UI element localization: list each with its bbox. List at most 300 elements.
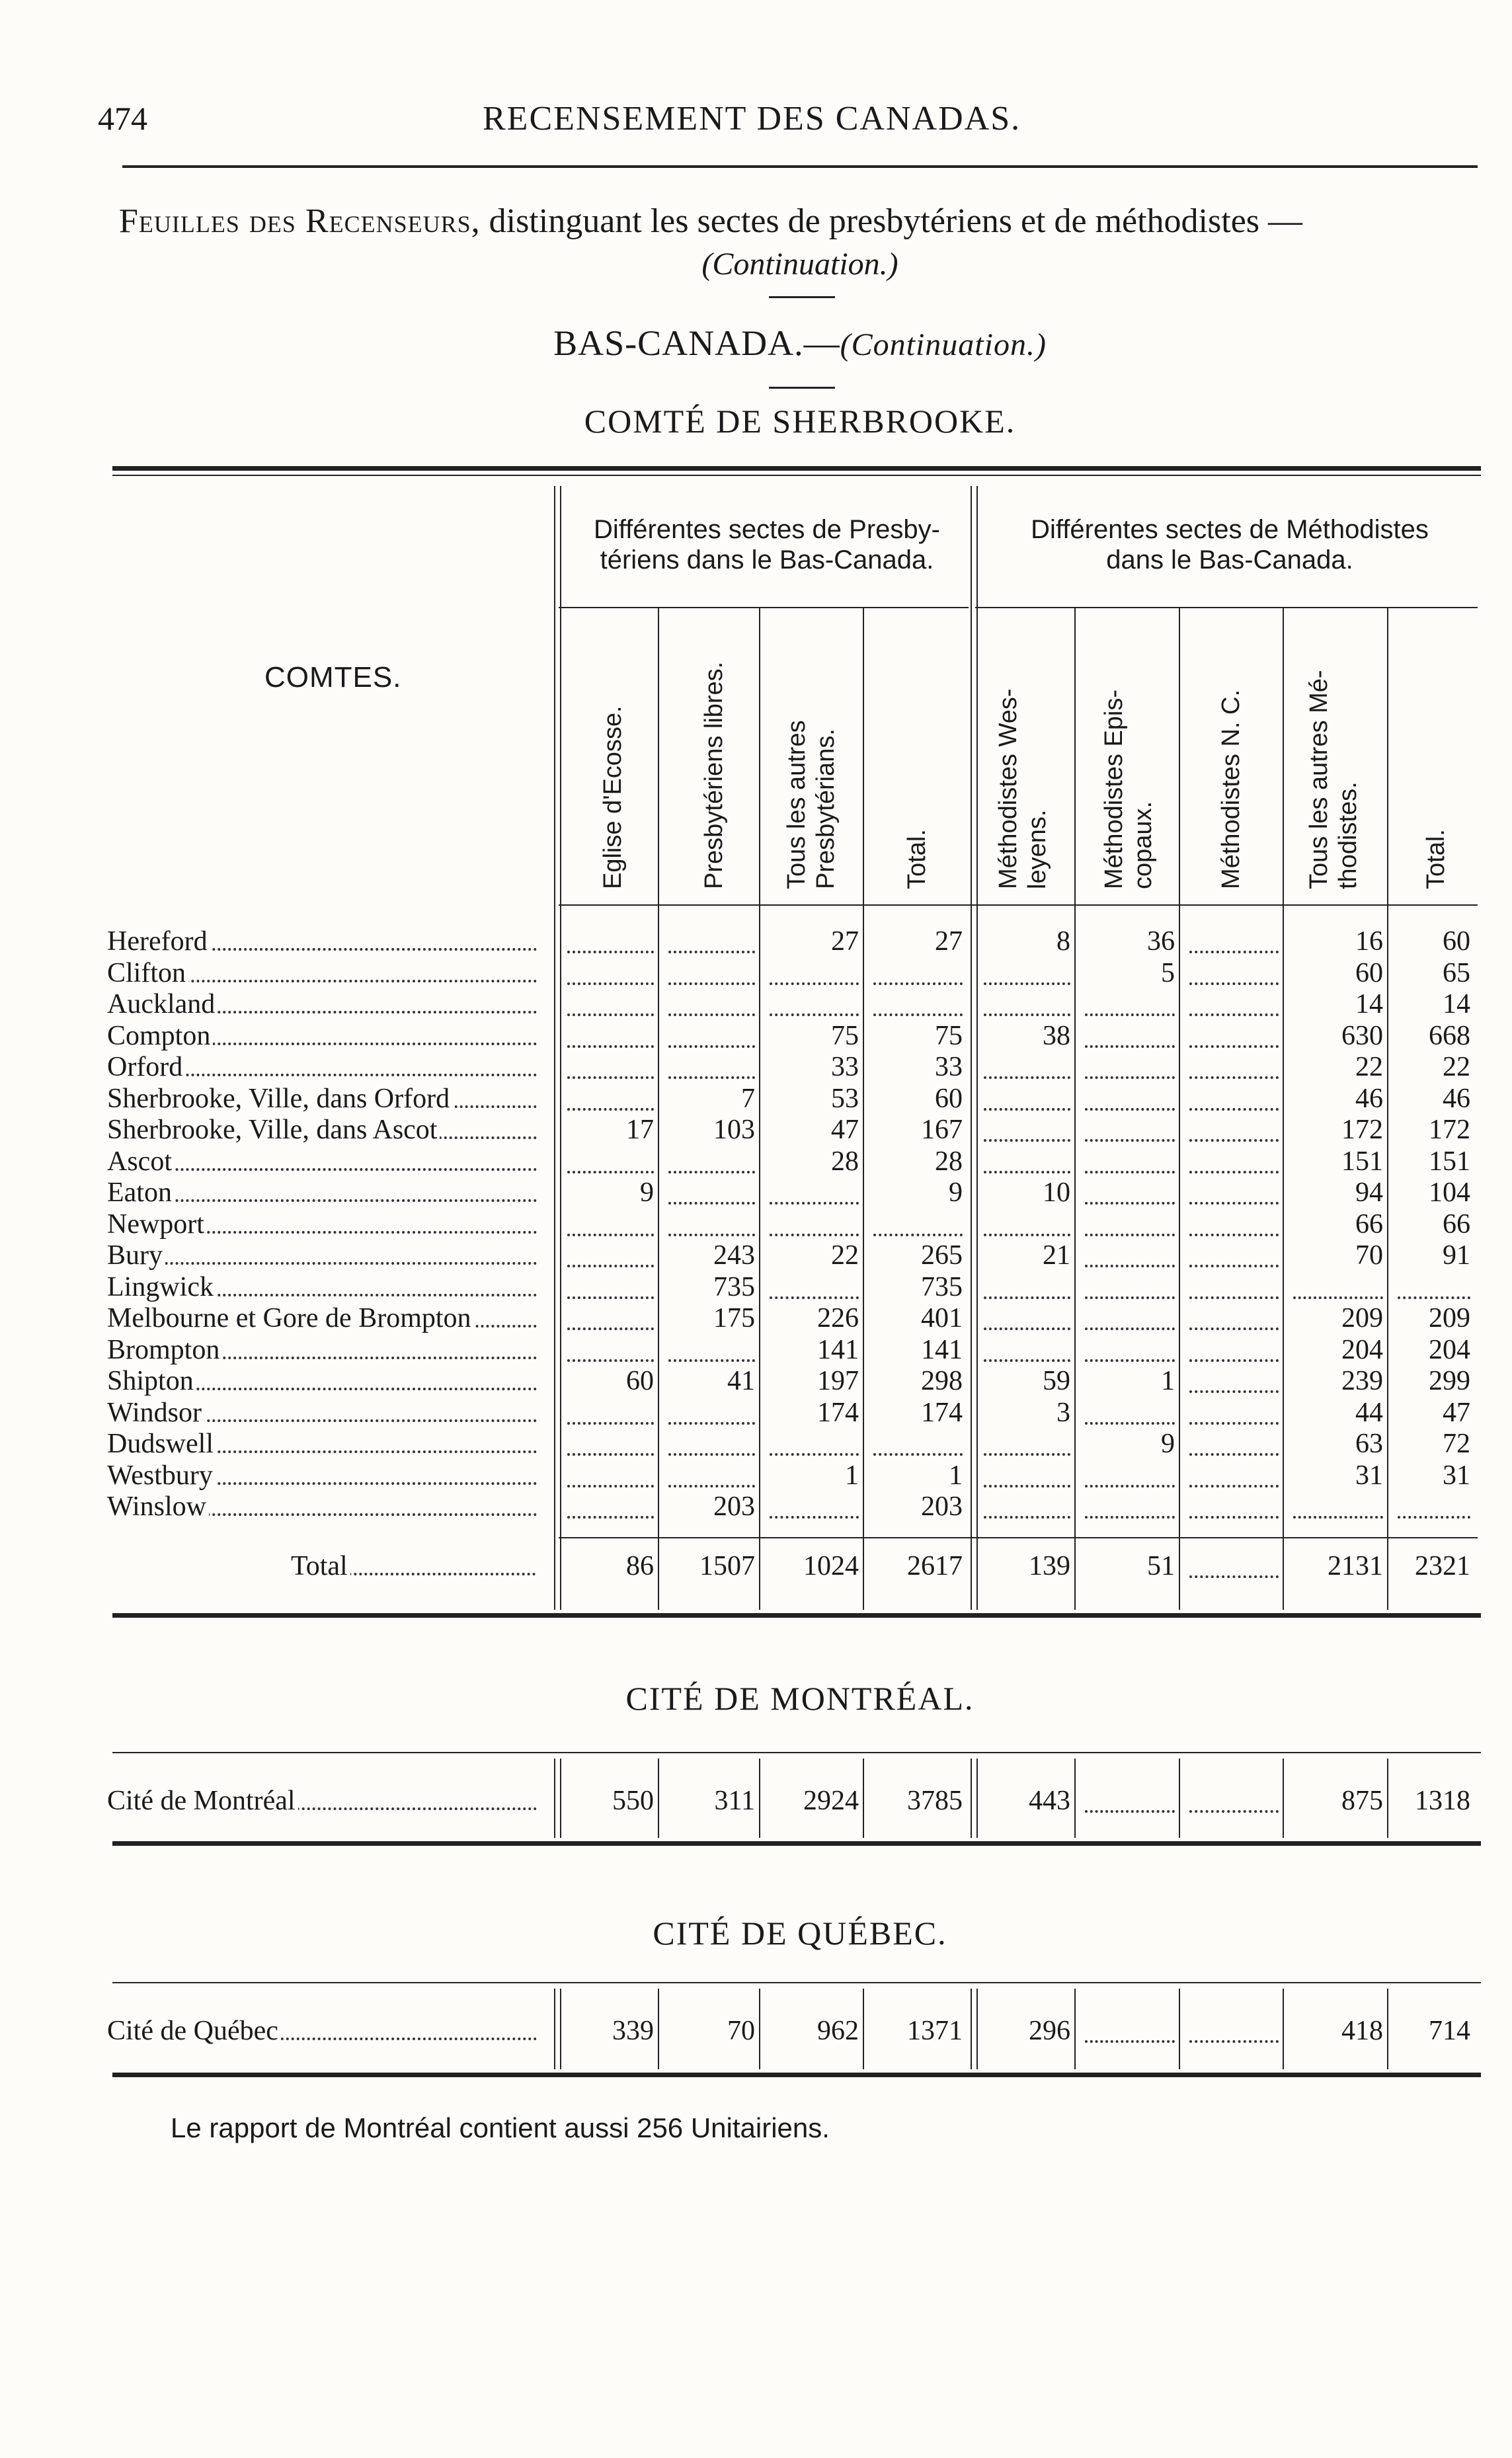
- table-row-empty-cell: [1189, 1516, 1279, 1519]
- column-rule: [1179, 1989, 1180, 2069]
- table-row-empty-cell: [984, 1013, 1070, 1016]
- table-row-empty-cell: [1085, 1422, 1175, 1425]
- table-row-empty-cell: [1085, 1076, 1175, 1079]
- montreal-row-cell: 550: [612, 1786, 654, 1816]
- bas-canada-continuation: (Continuation.): [840, 327, 1047, 362]
- table-row-cell: 65: [1443, 957, 1470, 988]
- row-label-text: Sherbrooke, Ville, dans Orford: [107, 1084, 452, 1114]
- table-row-cell: 203: [921, 1491, 963, 1522]
- table-row-cell: 174: [921, 1397, 963, 1428]
- total-row-cell: 1507: [699, 1551, 755, 1581]
- column-rule: [1074, 1759, 1076, 1838]
- row-dudswell: [107, 1428, 537, 1460]
- table-row-cell: 14: [1443, 989, 1470, 1019]
- column-header: Méthodistes Epis- copaux.: [1100, 689, 1157, 889]
- table-row-cell: 72: [1443, 1429, 1470, 1459]
- row-brompton: [107, 1334, 537, 1366]
- table-row-empty-cell: [1085, 1359, 1175, 1362]
- montreal-bottom-rule: [112, 1841, 1481, 1846]
- row-label-text: Dudswell: [107, 1429, 216, 1459]
- total-row-cell: 2131: [1328, 1551, 1383, 1581]
- table-row-cell: 401: [921, 1303, 963, 1333]
- table-row-empty-cell: [1085, 1045, 1175, 1048]
- table-row-empty-cell: [984, 1296, 1070, 1299]
- row-label-text: Auckland: [107, 989, 218, 1019]
- total-row-cell: 2617: [907, 1551, 963, 1581]
- column-rule: [1387, 607, 1388, 1610]
- table-row-empty-cell: [1189, 1296, 1279, 1299]
- table-row-cell: 209: [1341, 1303, 1383, 1333]
- table-row-cell: 3: [1056, 1397, 1070, 1428]
- leader-dots: [107, 1262, 537, 1265]
- column-rule: [658, 1759, 659, 1838]
- table-row-empty-cell: [1293, 1516, 1383, 1519]
- table-row-cell: 91: [1443, 1240, 1470, 1271]
- table-row-empty-cell: [984, 982, 1070, 985]
- table-row-cell: 75: [831, 1020, 859, 1051]
- table-row-cell: 265: [921, 1240, 963, 1271]
- row-label-text: Newport: [107, 1209, 207, 1240]
- row-label-text: Orford: [107, 1052, 185, 1082]
- montreal-row-cell: 311: [714, 1786, 755, 1816]
- group-divider: [971, 1989, 978, 2069]
- table-row-cell: 22: [831, 1240, 859, 1271]
- table-row-empty-cell: [1189, 1265, 1279, 1267]
- table-row-cell: 735: [713, 1271, 755, 1302]
- table-row-cell: 239: [1341, 1366, 1383, 1396]
- table-row-empty-cell: [668, 1359, 755, 1362]
- row-label-text: Sherbrooke, Ville, dans Ascot: [107, 1115, 440, 1145]
- table-row-empty-cell: [1189, 1485, 1279, 1487]
- table-row-empty-cell: [567, 1453, 654, 1456]
- column-rule: [1283, 1759, 1284, 1838]
- table-row-cell: 141: [921, 1334, 963, 1365]
- column-rule: [863, 607, 864, 1610]
- table-row-cell: 16: [1355, 926, 1383, 957]
- row-label-text: Winslow: [107, 1491, 209, 1522]
- column-rule: [1074, 1989, 1076, 2069]
- quebec-row-cell: 339: [612, 2016, 654, 2046]
- table-row-cell: 59: [1043, 1366, 1070, 1396]
- table-row-cell: 70: [1355, 1240, 1383, 1271]
- table-row-cell: 21: [1043, 1240, 1070, 1271]
- row-label-text: Cité de Montréal: [107, 1786, 298, 1816]
- column-rule: [759, 1989, 760, 2069]
- table-row-cell: 1: [1161, 1366, 1175, 1396]
- quebec-bottom-rule: [112, 2073, 1481, 2077]
- table-row-cell: 66: [1443, 1209, 1470, 1240]
- montreal-row-cell: 1318: [1415, 1786, 1470, 1816]
- table-row-cell: 41: [727, 1366, 755, 1396]
- column-rule: [1283, 607, 1284, 1610]
- table-row-empty-cell: [1085, 1485, 1175, 1487]
- table-row-cell: 33: [831, 1052, 859, 1082]
- column-header: Méthodistes N. C.: [1217, 690, 1245, 889]
- column-header: Eglise d'Ecosse.: [599, 705, 627, 889]
- table-row-empty-cell: [770, 1453, 859, 1456]
- table-row-cell: 172: [1341, 1115, 1383, 1145]
- table-row-cell: 204: [1429, 1334, 1470, 1365]
- row-label-text: Bury: [107, 1240, 165, 1271]
- table-row-cell: 9: [1161, 1429, 1175, 1459]
- row-newport: [107, 1209, 537, 1240]
- row-label-text: Westbury: [107, 1460, 216, 1491]
- row-label-text: Eaton: [107, 1177, 175, 1208]
- table-row-empty-cell: [668, 1171, 755, 1173]
- table-row-empty-cell: [668, 1234, 755, 1236]
- table-row-cell: 46: [1355, 1083, 1383, 1114]
- column-rule: [1074, 607, 1076, 1610]
- column-header: Total.: [1422, 829, 1450, 889]
- table-row-empty-cell: [984, 1234, 1070, 1236]
- column-header: Tous les autres Mé- thodistes.: [1305, 670, 1362, 889]
- table-row-cell: 27: [831, 926, 859, 957]
- table-row-cell: 66: [1355, 1209, 1383, 1240]
- table-row-empty-cell: [668, 1453, 755, 1456]
- table-row-cell: 151: [1341, 1146, 1383, 1177]
- montreal-title: CITÉ DE MONTRÉAL.: [625, 1680, 975, 1717]
- group-divider: [971, 1759, 978, 1838]
- row-ascot: [107, 1146, 537, 1177]
- column-rule: [658, 1989, 659, 2069]
- table-row-empty-cell: [984, 1359, 1070, 1362]
- footnote: Le rapport de Montréal contient aussi 256 Unitairiens.: [171, 2112, 830, 2143]
- table-row-cell: 1: [949, 1460, 963, 1491]
- montreal-row-empty-cell: [1189, 1810, 1279, 1813]
- row-melbourne-et-gore-de-brompton: [107, 1302, 537, 1334]
- table-row-cell: 36: [1147, 926, 1175, 957]
- table-top-rule-thin: [112, 475, 1481, 476]
- table-row-cell: 22: [1355, 1052, 1383, 1082]
- table-row-cell: 226: [817, 1303, 859, 1333]
- caption-smallcaps: Feuilles des Recenseurs,: [119, 202, 481, 240]
- table-row-cell: 27: [935, 926, 963, 957]
- table-row-empty-cell: [668, 951, 755, 953]
- table-row-empty-cell: [1189, 1328, 1279, 1330]
- table-row-empty-cell: [1085, 1516, 1175, 1519]
- table-row-empty-cell: [873, 1013, 963, 1016]
- caption-rest: distinguant les sectes de presbytériens et de méthodistes —: [480, 202, 1303, 240]
- table-row-empty-cell: [873, 1453, 963, 1456]
- top-rule: [122, 165, 1478, 168]
- table-row-cell: 28: [831, 1146, 859, 1177]
- table-row-empty-cell: [984, 1171, 1070, 1173]
- table-row-empty-cell: [1085, 1265, 1175, 1267]
- table-row-empty-cell: [1085, 1328, 1175, 1330]
- table-caption: [119, 202, 1481, 241]
- row-lingwick: [107, 1271, 537, 1303]
- table-row-cell: 94: [1355, 1177, 1383, 1208]
- table-row-empty-cell: [668, 982, 755, 985]
- table-row-empty-cell: [567, 1171, 654, 1173]
- table-row-empty-cell: [567, 1234, 654, 1236]
- row-sherbrooke-ville-dans-ascot: [107, 1114, 537, 1146]
- table-row-empty-cell: [1085, 1296, 1175, 1299]
- table-row-empty-cell: [984, 1076, 1070, 1079]
- column-rule: [1283, 1989, 1284, 2069]
- table-row-empty-cell: [1085, 1139, 1175, 1142]
- table-row-empty-cell: [1189, 1359, 1279, 1362]
- table-row-empty-cell: [873, 982, 963, 985]
- column-rule: [1179, 1759, 1180, 1838]
- table-row-empty-cell: [567, 951, 654, 953]
- short-rule: [769, 296, 835, 298]
- table-row-empty-cell: [1189, 1453, 1279, 1456]
- column-header: Presbytériens libres.: [700, 661, 728, 889]
- table-row-empty-cell: [1189, 1045, 1279, 1048]
- table-row-empty-cell: [567, 1516, 654, 1519]
- table-row-empty-cell: [1398, 1296, 1470, 1299]
- quebec-title: CITÉ DE QUÉBEC.: [653, 1915, 947, 1952]
- table-row-cell: 630: [1341, 1020, 1383, 1051]
- table-row-empty-cell: [1189, 1139, 1279, 1142]
- table-row-cell: 243: [713, 1240, 755, 1271]
- group-header-presbyterians: Différentes sectes de Presby- tériens dans le Bas-Canada.: [594, 515, 940, 575]
- table-row-empty-cell: [668, 1076, 755, 1079]
- table-row-empty-cell: [567, 1045, 654, 1048]
- quebec-row-empty-cell: [1085, 2040, 1175, 2043]
- table-row-cell: 299: [1429, 1366, 1470, 1396]
- table-row-empty-cell: [567, 1422, 654, 1425]
- table-row-empty-cell: [567, 1296, 654, 1299]
- table-row-cell: 53: [831, 1083, 859, 1114]
- table-row-empty-cell: [1189, 1234, 1279, 1236]
- table-row-empty-cell: [1189, 1390, 1279, 1393]
- table-row-cell: 175: [713, 1303, 755, 1333]
- table-row-empty-cell: [770, 1296, 859, 1299]
- row-westbury: [107, 1460, 537, 1491]
- row-label-text: Lingwick: [107, 1272, 216, 1302]
- header-bottom-rule: [559, 904, 1478, 906]
- row-label-text: Hereford: [107, 926, 210, 957]
- row-label-text: Melbourne et Gore de Brompton: [107, 1303, 474, 1333]
- table-row-cell: 60: [1443, 926, 1470, 957]
- table-row-empty-cell: [668, 1485, 755, 1487]
- table-row-empty-cell: [770, 1202, 859, 1205]
- table-row-empty-cell: [567, 1108, 654, 1111]
- table-row-empty-cell: [1085, 1108, 1175, 1111]
- quebec-row-cell: 714: [1429, 2016, 1470, 2046]
- row-label-text: Clifton: [107, 958, 188, 988]
- table-row-empty-cell: [567, 1076, 654, 1079]
- table-row-cell: 203: [713, 1491, 755, 1522]
- table-bottom-rule: [112, 1613, 1481, 1618]
- table-row-cell: 8: [1056, 926, 1070, 957]
- total-row-cell: 51: [1147, 1551, 1175, 1581]
- column-header: Méthodistes Wes- leyens.: [994, 688, 1051, 889]
- table-row-empty-cell: [1189, 951, 1279, 953]
- table-row-cell: 174: [817, 1397, 859, 1428]
- table-row-cell: 298: [921, 1366, 963, 1396]
- quebec-row-cell: 70: [727, 2016, 755, 2046]
- table-row-empty-cell: [1085, 1202, 1175, 1205]
- table-row-empty-cell: [668, 1422, 755, 1425]
- column-rule: [1387, 1989, 1388, 2069]
- group-header-methodists: Différentes sectes de Méthodistes dans le Bas-Canada.: [1031, 515, 1429, 575]
- table-row-empty-cell: [770, 1234, 859, 1236]
- table-row-empty-cell: [984, 1516, 1070, 1519]
- table-row-empty-cell: [567, 982, 654, 985]
- total-label-text: Total: [291, 1551, 350, 1581]
- montreal-row-empty-cell: [1085, 1810, 1175, 1813]
- total-row-empty-cell: [1189, 1575, 1279, 1578]
- row-label-text: Compton: [107, 1021, 213, 1051]
- quebec-row-cell: 418: [1341, 2016, 1383, 2046]
- table-row-cell: 46: [1443, 1083, 1470, 1114]
- stub-divider: [554, 1759, 561, 1838]
- quebec-row-cell: 296: [1029, 2016, 1070, 2046]
- table-row-empty-cell: [668, 1013, 755, 1016]
- column-header: Total.: [903, 829, 931, 889]
- group-rule-presby: [559, 607, 969, 608]
- table-row-empty-cell: [1189, 1202, 1279, 1205]
- stub-divider: [554, 1989, 561, 2069]
- table-row-empty-cell: [984, 1328, 1070, 1330]
- table-row-empty-cell: [770, 982, 859, 985]
- row-label-text: Windsor: [107, 1398, 204, 1428]
- table-row-cell: 9: [949, 1177, 963, 1208]
- table-row-cell: 17: [626, 1115, 654, 1145]
- total-label: [291, 1550, 536, 1582]
- table-row-cell: 60: [1355, 957, 1383, 988]
- table-row-empty-cell: [1085, 1234, 1175, 1236]
- table-row-cell: 31: [1355, 1460, 1383, 1491]
- montreal-row-cell: 443: [1029, 1786, 1070, 1816]
- column-rule: [1179, 607, 1180, 1610]
- table-row-empty-cell: [1189, 1171, 1279, 1173]
- table-row-empty-cell: [567, 1265, 654, 1267]
- table-row-empty-cell: [1189, 1013, 1279, 1016]
- table-row-empty-cell: [1189, 1108, 1279, 1111]
- montreal-row-cell: 3785: [907, 1786, 963, 1816]
- table-row-cell: 28: [935, 1146, 963, 1177]
- table-row-cell: 151: [1429, 1146, 1470, 1177]
- montreal-row-cell: 875: [1341, 1786, 1383, 1816]
- table-row-empty-cell: [668, 1202, 755, 1205]
- montreal-top-rule: [112, 1752, 1481, 1753]
- table-row-empty-cell: [1293, 1296, 1383, 1299]
- table-row-cell: 735: [921, 1271, 963, 1302]
- table-row-empty-cell: [567, 1359, 654, 1362]
- row-clifton: [107, 957, 537, 989]
- row-orford: [107, 1051, 537, 1083]
- column-rule: [1387, 1759, 1388, 1838]
- row-winslow: [107, 1491, 537, 1523]
- bas-canada-title: BAS-CANADA.—: [553, 323, 840, 363]
- row-hereford: [107, 926, 537, 957]
- column-rule: [863, 1989, 864, 2069]
- table-row-empty-cell: [668, 1045, 755, 1048]
- quebec-row-cell: 1371: [907, 2016, 963, 2046]
- total-row-cell: 2321: [1415, 1551, 1470, 1581]
- total-rule: [559, 1537, 1478, 1538]
- row-compton: [107, 1020, 537, 1052]
- page-number: 474: [98, 100, 147, 137]
- column-rule: [863, 1759, 864, 1838]
- comtes-header: COMTES.: [264, 661, 402, 694]
- row-cite-de-montreal: [107, 1785, 537, 1817]
- table-row-cell: 60: [626, 1366, 654, 1396]
- group-divider: [971, 486, 978, 1610]
- table-row-cell: 10: [1043, 1177, 1070, 1208]
- table-row-empty-cell: [1189, 1422, 1279, 1425]
- table-row-empty-cell: [873, 1234, 963, 1236]
- total-row-cell: 1024: [803, 1551, 859, 1581]
- short-rule: [769, 387, 835, 389]
- table-row-cell: 204: [1341, 1334, 1383, 1365]
- quebec-top-rule: [112, 1982, 1481, 1983]
- table-row-cell: 75: [935, 1020, 963, 1051]
- row-label-text: Ascot: [107, 1146, 175, 1177]
- group-rule-metho: [975, 607, 1478, 608]
- row-label-text: Brompton: [107, 1335, 222, 1365]
- table-row-empty-cell: [984, 1485, 1070, 1487]
- table-row-cell: 7: [741, 1083, 755, 1114]
- section-heading: [119, 323, 1481, 364]
- table-row-empty-cell: [1189, 982, 1279, 985]
- table-row-empty-cell: [567, 1013, 654, 1016]
- table-row-empty-cell: [567, 1328, 654, 1330]
- table-top-rule: [112, 466, 1481, 471]
- table-row-cell: 47: [1443, 1397, 1470, 1428]
- table-row-cell: 5: [1161, 957, 1175, 988]
- table-row-cell: 47: [831, 1115, 859, 1145]
- column-rule: [658, 607, 659, 1610]
- column-rule: [759, 1759, 760, 1838]
- row-label-text: Shipton: [107, 1366, 196, 1396]
- row-auckland: [107, 988, 537, 1020]
- county-heading: COMTÉ DE SHERBROOKE.: [584, 403, 1016, 440]
- table-row-cell: 103: [713, 1115, 755, 1145]
- caption-continuation: (Continuation.): [701, 247, 898, 282]
- table-row-cell: 14: [1355, 989, 1383, 1019]
- total-row-cell: 86: [626, 1551, 654, 1581]
- table-row-empty-cell: [984, 1139, 1070, 1142]
- row-cite-de-quebec: [107, 2015, 537, 2047]
- quebec-row-empty-cell: [1189, 2040, 1279, 2043]
- row-shipton: [107, 1365, 537, 1397]
- table-row-cell: 209: [1429, 1303, 1470, 1333]
- stub-divider: [554, 486, 561, 1610]
- row-windsor: [107, 1397, 537, 1429]
- table-row-cell: 44: [1355, 1397, 1383, 1428]
- row-bury: [107, 1240, 537, 1271]
- table-row-empty-cell: [1189, 1076, 1279, 1079]
- table-row-empty-cell: [984, 1453, 1070, 1456]
- column-rule: [759, 607, 760, 1610]
- column-header: Tous les autres Presbytérians.: [783, 720, 840, 889]
- row-label-text: Cité de Québec: [107, 2016, 281, 2046]
- table-row-empty-cell: [770, 1013, 859, 1016]
- total-row-cell: 139: [1029, 1551, 1070, 1581]
- table-row-cell: 167: [921, 1115, 963, 1145]
- table-row-cell: 172: [1429, 1115, 1470, 1145]
- table-row-cell: 197: [817, 1366, 859, 1396]
- table-row-cell: 33: [935, 1052, 963, 1082]
- table-row-cell: 63: [1355, 1429, 1383, 1459]
- table-row-cell: 38: [1043, 1020, 1070, 1051]
- table-row-empty-cell: [1085, 1171, 1175, 1173]
- quebec-row-cell: 962: [817, 2016, 859, 2046]
- table-row-empty-cell: [1085, 1013, 1175, 1016]
- row-eaton: [107, 1177, 537, 1209]
- table-row-cell: 1: [845, 1460, 859, 1491]
- table-row-cell: 60: [935, 1083, 963, 1114]
- table-row-cell: 31: [1443, 1460, 1470, 1491]
- running-head: RECENSEMENT DES CANADAS.: [483, 100, 1021, 138]
- table-row-cell: 668: [1429, 1020, 1470, 1051]
- row-sherbrooke-ville-dans-orford: [107, 1083, 537, 1115]
